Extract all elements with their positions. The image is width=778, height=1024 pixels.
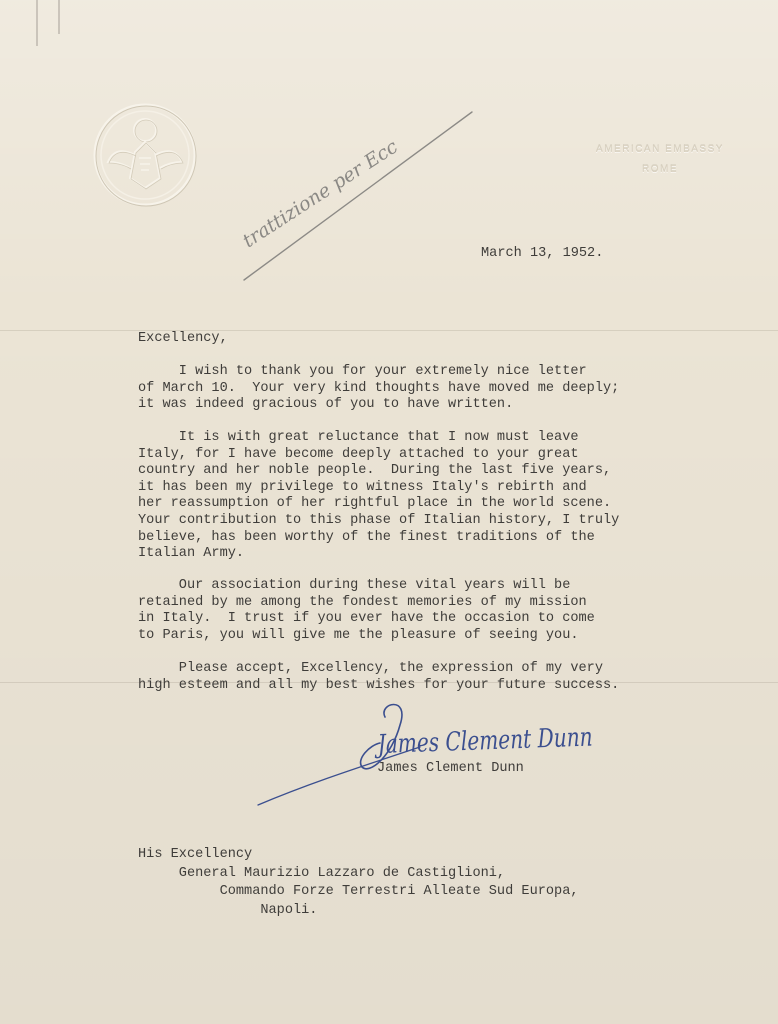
paper-fold xyxy=(0,330,778,331)
embossed-seal-icon xyxy=(90,100,200,210)
paragraph-line: It is with great reluctance that I now must leave xyxy=(138,430,579,445)
address-line: His Excellency xyxy=(138,847,253,862)
edge-mark xyxy=(36,0,38,46)
paragraph-line: in Italy. I trust if you ever have the occasion to come xyxy=(138,611,595,627)
paragraph xyxy=(138,430,619,563)
paragraph-line: her reassumption of her rightful place in the world scene. xyxy=(138,496,612,512)
address-line: General Maurizio Lazzaro de Castiglioni, xyxy=(138,865,506,881)
paragraph xyxy=(138,578,595,644)
annotation-text: trattizione per Ecc xyxy=(238,135,402,253)
letterhead-line: AMERICAN EMBASSY xyxy=(596,144,724,155)
paragraph-line: retained by me among the fondest memories of my mission xyxy=(138,594,587,610)
signature-text: James Clement Dunn xyxy=(377,720,656,760)
salutation: Excellency, xyxy=(138,331,228,346)
address-line: Commando Forze Terrestri Alleate Sud Europa, xyxy=(138,884,579,899)
paragraph-line: it has been my privilege to witness Italy's rebirth and xyxy=(138,479,587,495)
paragraph-line: Please accept, Excellency, the expression of my very xyxy=(138,661,603,676)
letter-date: March 13, 1952. xyxy=(481,246,604,261)
paragraph xyxy=(138,364,619,414)
paragraph-line: country and her noble people. During the last five years, xyxy=(138,463,612,479)
address-line: Napoli. xyxy=(138,902,318,918)
paragraph-line: it was indeed gracious of you to have written. xyxy=(138,397,514,413)
recipient-address xyxy=(138,846,579,920)
edge-mark xyxy=(58,0,60,34)
letterhead xyxy=(585,140,735,180)
signature xyxy=(250,695,656,810)
paragraph-line: Our association during these vital years will be xyxy=(138,578,571,593)
signer-name: James Clement Dunn xyxy=(377,761,524,776)
paragraph-line: believe, has been worthy of the finest traditions of the xyxy=(138,529,595,545)
paragraph-line: of March 10. Your very kind thoughts have moved me deeply; xyxy=(138,380,620,396)
paragraph xyxy=(138,661,619,694)
paragraph-line: to Paris, you will give me the pleasure of seeing you. xyxy=(138,627,579,643)
letterhead-line: ROME xyxy=(642,164,678,175)
paragraph-line: high esteem and all my best wishes for your future success. xyxy=(138,677,620,693)
pencil-annotation xyxy=(236,108,486,288)
paragraph-line: Your contribution to this phase of Italian history, I truly xyxy=(138,512,620,528)
paragraph-line: Italy, for I have become deeply attached to your great xyxy=(138,446,579,462)
paragraph-line: I wish to thank you for your extremely nice letter xyxy=(138,364,587,379)
paragraph-line: Italian Army. xyxy=(138,546,245,562)
